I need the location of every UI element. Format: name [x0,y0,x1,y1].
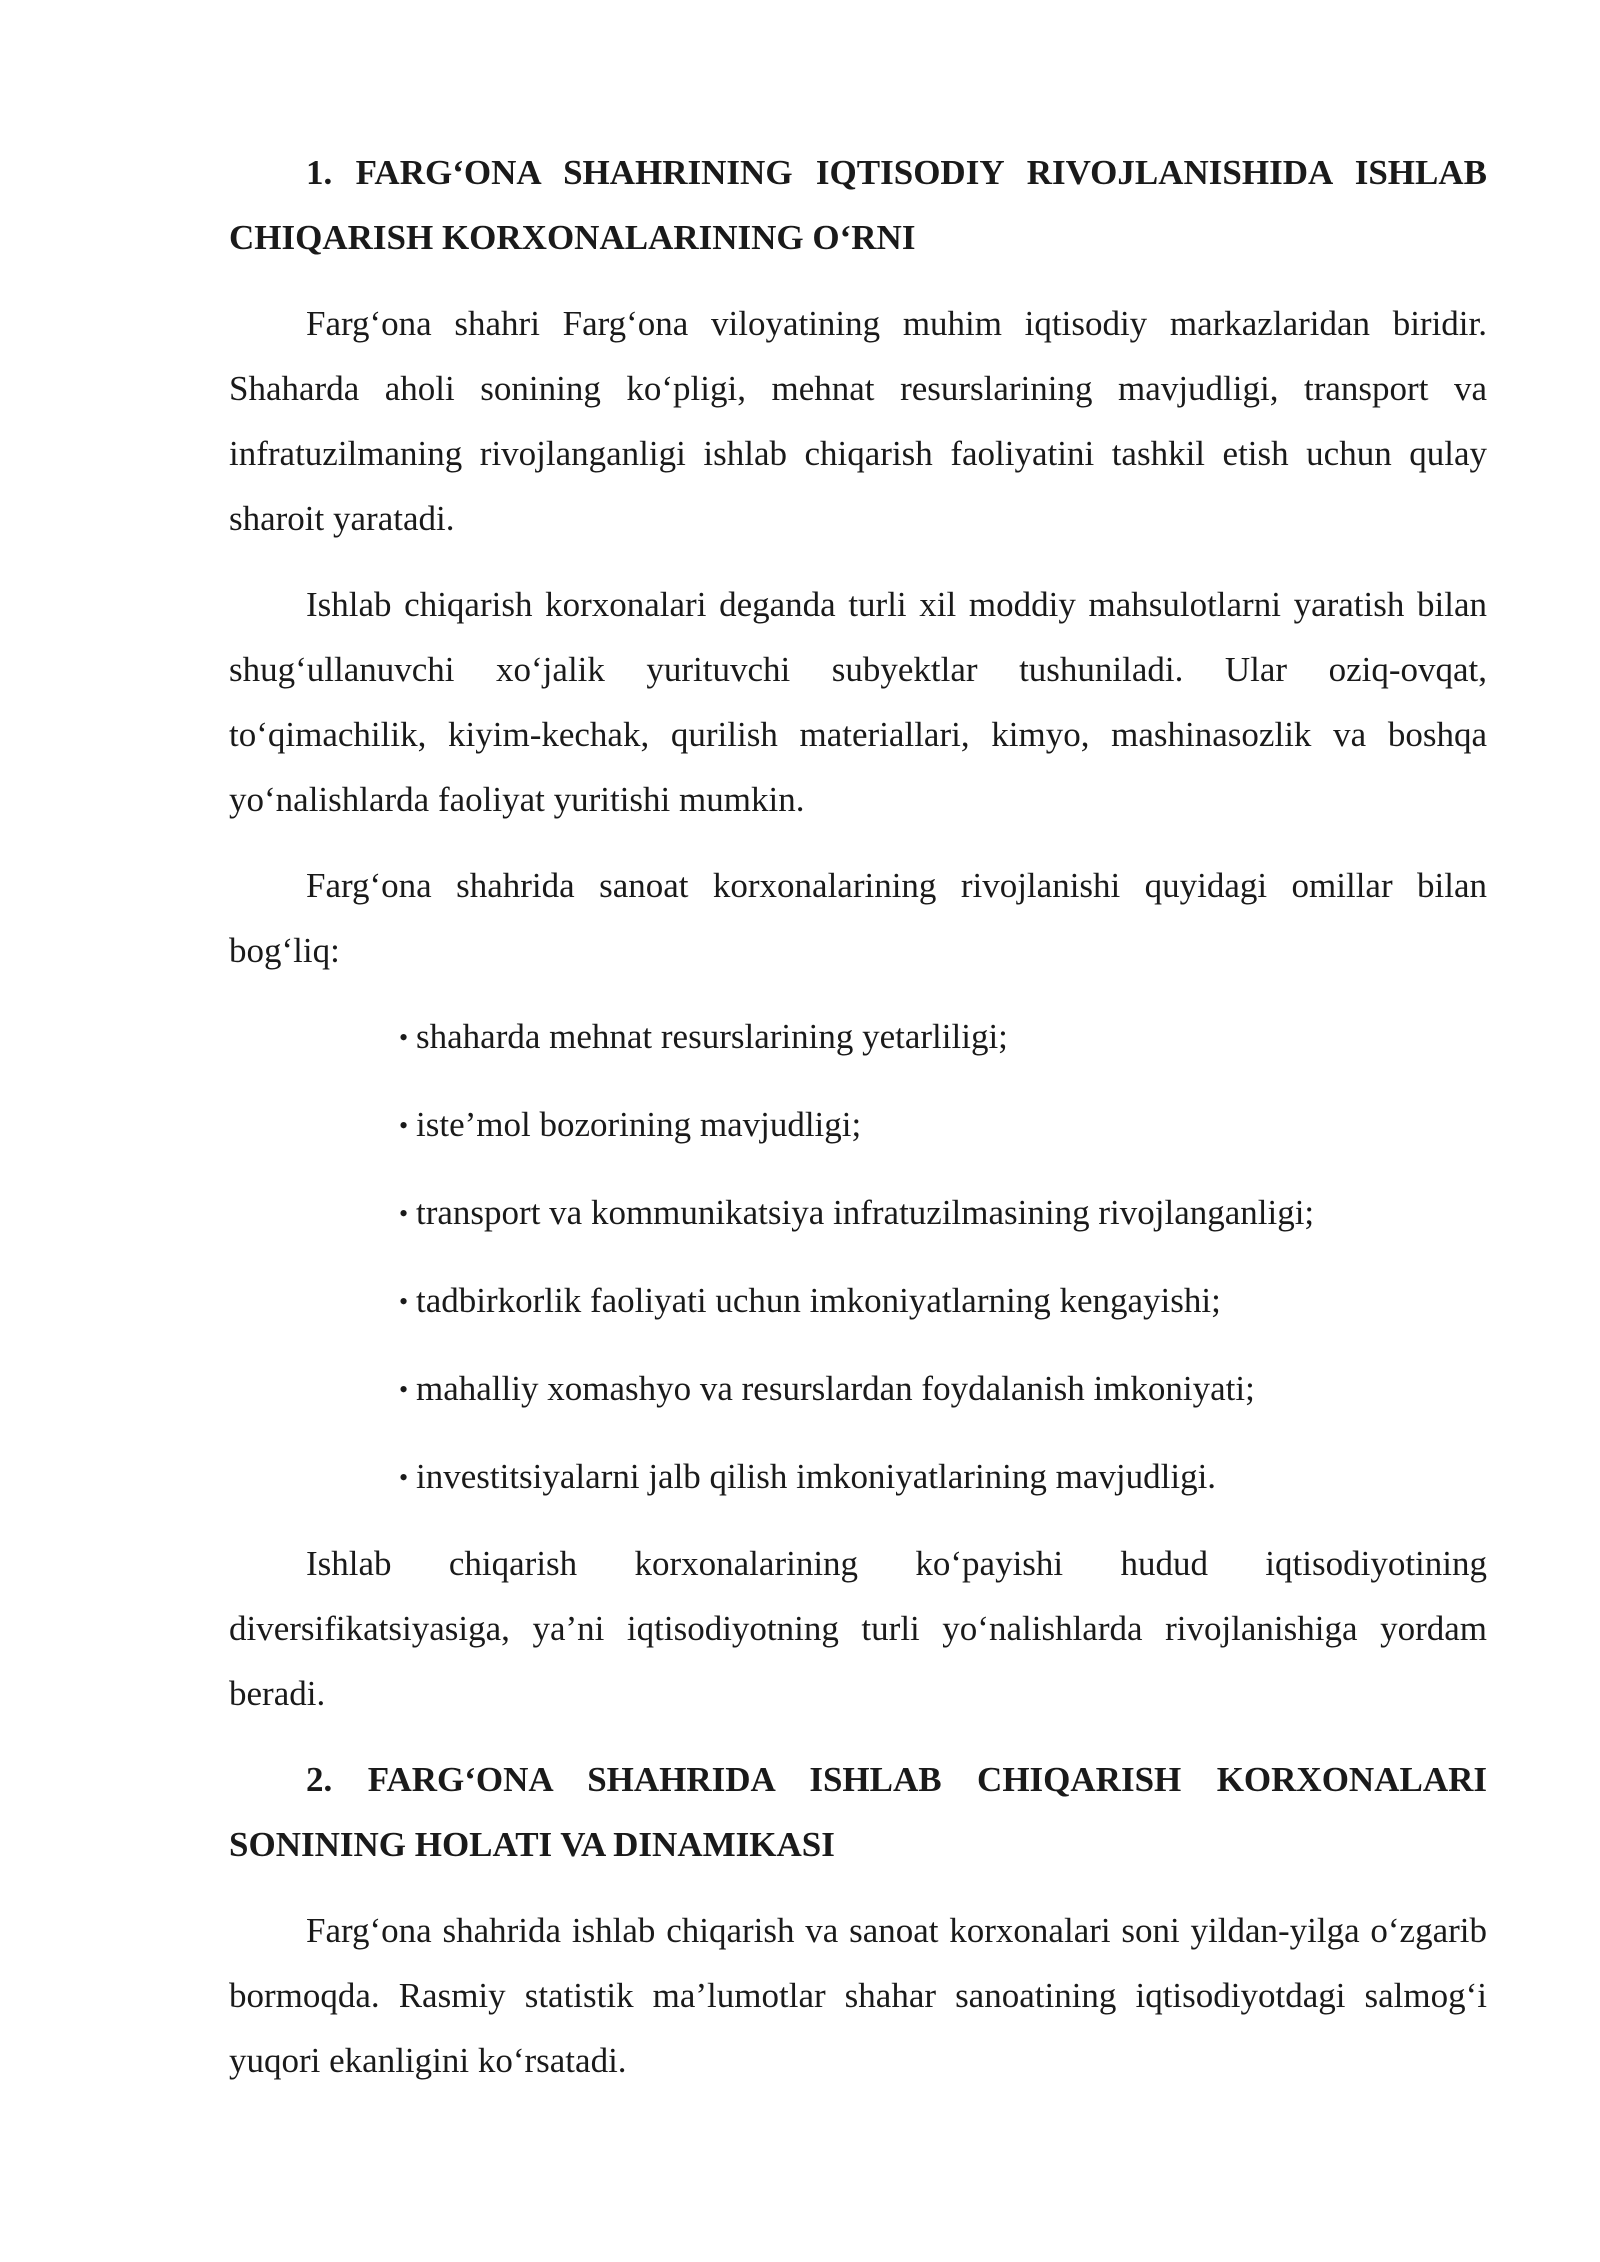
bullet-icon: • [399,1199,409,1228]
section-1-heading: 1. FARG‘ONA SHAHRINING IQTISODIY RIVOJLANISHIDA ISHLAB CHIQARISH KORXONALARINING O‘RNI [229,153,1487,257]
list-item [399,1180,1487,1246]
list-item-text: iste’mol bozorining mavjudligi; [416,1105,862,1144]
bullet-icon: • [399,1287,409,1316]
section-2-heading: 2. FARG‘ONA SHAHRIDA ISHLAB CHIQARISH KORXONALARI SONINING HOLATI VA DINAMIKASI [229,1760,1487,1864]
list-item-text: transport va kommunikatsiya infratuzilmasining rivojlanganligi; [416,1193,1315,1232]
section-1-paragraph-2: Ishlab chiqarish korxonalari deganda turli xil moddiy mahsulotlarni yaratish bilan shug‘ullanuvchi xo‘jalik yurituvchi subyektlar tushuniladi. Ular oziq-ovqat, to‘qimachilik, kiyim-kechak, qurilish materiallari, kimyo, mashinasozlik va boshqa yo‘nalishlarda faoliyat yuritishi mumkin. [229,585,1487,819]
list-item [399,1356,1487,1422]
list-item [399,1268,1487,1334]
list-item-text: investitsiyalarni jalb qilish imkoniyatlarining mavjudligi. [416,1457,1217,1496]
section-1-closing-paragraph: Ishlab chiqarish korxonalarining ko‘payishi hudud iqtisodiyotining diversifikatsiyasiga, ya’ni iqtisodiyotning turli yo‘nalishlarda rivojlanishiga yordam beradi. [229,1544,1487,1713]
list-item [399,1444,1487,1510]
document-page [229,140,1487,2114]
list-item [399,1004,1487,1070]
list-item-text: shaharda mehnat resurslarining yetarliligi; [416,1017,1008,1056]
list-item-text: mahalliy xomashyo va resurslardan foydalanish imkoniyati; [416,1369,1255,1408]
section-2-paragraph-1: Farg‘ona shahrida ishlab chiqarish va sanoat korxonalari soni yildan-yilga o‘zgarib bormoqda. Rasmiy statistik ma’lumotlar shahar sanoatining iqtisodiyotdagi salmog‘i yuqori ekanligini ko‘rsatadi. [229,1911,1487,2080]
factors-list [229,1004,1487,1510]
bullet-icon: • [399,1375,409,1404]
section-1-paragraph-1: Farg‘ona shahri Farg‘ona viloyatining muhim iqtisodiy markazlaridan biridir. Shaharda aholi sonining ko‘pligi, mehnat resurslarining mavjudligi, transport va infratuzilmaning rivojlanganligi ishlab chiqarish faoliyatini tashkil etish uchun qulay sharoit yaratadi. [229,304,1487,538]
list-item-text: tadbirkorlik faoliyati uchun imkoniyatlarning kengayishi; [416,1281,1221,1320]
bullet-icon: • [399,1463,409,1492]
bullet-icon: • [399,1111,409,1140]
section-1-paragraph-3: Farg‘ona shahrida sanoat korxonalarining rivojlanishi quyidagi omillar bilan bog‘liq: [229,866,1487,970]
bullet-icon: • [399,1023,409,1052]
list-item [399,1092,1487,1158]
